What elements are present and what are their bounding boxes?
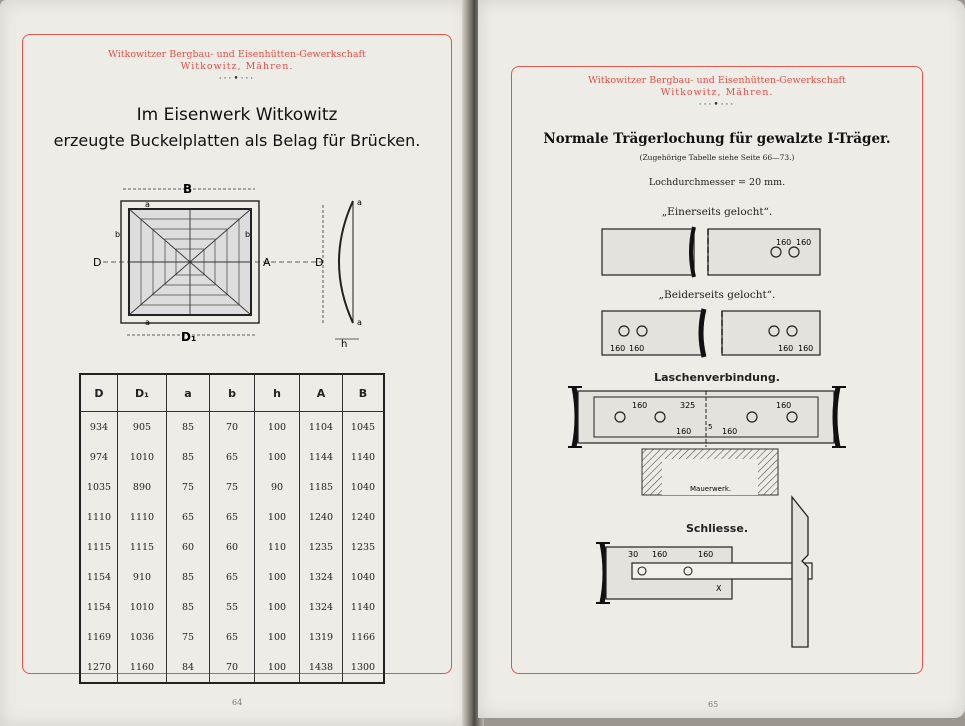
section-single-sided: „Einerseits gelocht“.: [661, 206, 773, 218]
table-cell: 1324: [300, 592, 343, 622]
table-cell: 75: [210, 472, 255, 502]
section-double-sided: „Beiderseits gelocht“.: [658, 289, 776, 301]
table-cell: 65: [210, 442, 255, 472]
table-cell: 1240: [343, 502, 385, 532]
table-cell: 100: [255, 652, 300, 683]
table-cell: 65: [167, 502, 210, 532]
table-cell: 1010: [118, 442, 167, 472]
table-cell: 1035: [80, 472, 118, 502]
table-cell: 70: [210, 412, 255, 443]
table-cell: 1104: [300, 412, 343, 443]
table-cell: 1154: [80, 592, 118, 622]
beam-double-sided: [602, 309, 820, 357]
left-header-location: Witkowitz, Mähren.: [180, 61, 294, 72]
label-a-side-bottom: a: [357, 318, 362, 327]
table-row: [80, 652, 384, 683]
table-header-row: [80, 374, 384, 412]
table-cell: 70: [210, 652, 255, 683]
table-cell: 1115: [80, 532, 118, 562]
label-a-side-top: a: [357, 198, 362, 207]
table-cell: 1144: [300, 442, 343, 472]
table-cell: 1115: [118, 532, 167, 562]
table-cell: 100: [255, 592, 300, 622]
dim-160-8: 160: [776, 401, 792, 410]
table-cell: 65: [210, 622, 255, 652]
col-header-h: h: [255, 374, 300, 412]
right-header-location: Witkowitz, Mähren.: [660, 87, 774, 98]
table-cell: 1040: [343, 472, 385, 502]
table-cell: 1185: [300, 472, 343, 502]
table-cell: 75: [167, 472, 210, 502]
table-cell: 1235: [300, 532, 343, 562]
table-cell: 934: [80, 412, 118, 443]
buckle-plate-diagram: [23, 175, 451, 365]
table-cell: 1036: [118, 622, 167, 652]
table-cell: 1045: [343, 412, 385, 443]
label-D1: D₁: [181, 330, 197, 344]
table-cell: 100: [255, 412, 300, 443]
label-b-left: b: [115, 230, 121, 239]
table-cell: 1240: [300, 502, 343, 532]
col-header-a: a: [167, 374, 210, 412]
table-cell: 55: [210, 592, 255, 622]
table-cell: 1110: [80, 502, 118, 532]
table-row: [80, 562, 384, 592]
table-cell: 65: [210, 502, 255, 532]
label-A: A: [263, 256, 271, 269]
table-cell: 910: [118, 562, 167, 592]
table-cell: 85: [167, 442, 210, 472]
table-cell: 75: [167, 622, 210, 652]
right-page: [478, 0, 965, 718]
table-cell: 1169: [80, 622, 118, 652]
table-cell: 90: [255, 472, 300, 502]
table-cell: 1140: [343, 592, 385, 622]
beam-anchor: [596, 497, 812, 647]
table-row: [80, 412, 384, 443]
table-cell: 1040: [343, 562, 385, 592]
table-cell: 1160: [118, 652, 167, 683]
col-header-b: b: [210, 374, 255, 412]
header-ornament: ···•···: [218, 74, 256, 84]
table-cell: 1324: [300, 562, 343, 592]
table-cell: 1438: [300, 652, 343, 683]
right-title: Normale Trägerlochung für gewalzte I-Träger.: [543, 131, 891, 147]
table-body: [80, 412, 384, 684]
table-cell: 1319: [300, 622, 343, 652]
label-h: h: [341, 339, 348, 350]
table-cell: 85: [167, 592, 210, 622]
col-header-D1: D₁: [118, 374, 167, 412]
table-cell: 84: [167, 652, 210, 683]
label-D-left: D: [93, 256, 102, 269]
left-title-line1: Im Eisenwerk Witkowitz: [136, 105, 338, 125]
dim-160-7: 160: [632, 401, 648, 410]
dim-160-3: 160: [610, 344, 626, 353]
dim-160-12: 160: [698, 550, 714, 559]
beam-splice: [568, 387, 846, 495]
table-cell: 85: [167, 562, 210, 592]
col-header-B: B: [343, 374, 385, 412]
dim-160-10: 160: [722, 427, 738, 436]
dim-160-1: 160: [776, 238, 792, 247]
table-cell: 890: [118, 472, 167, 502]
left-header: [23, 49, 451, 85]
table-cell: 1110: [118, 502, 167, 532]
section-anchor: Schliesse.: [685, 522, 748, 535]
table-cell: 100: [255, 502, 300, 532]
right-subtitle: (Zugehörige Tabelle siehe Seite 66—73.): [639, 153, 795, 162]
table-cell: 85: [167, 412, 210, 443]
table-cell: 905: [118, 412, 167, 443]
table-cell: 110: [255, 532, 300, 562]
masonry-label: Mauerwerk.: [690, 485, 732, 493]
dim-5: 5: [708, 423, 713, 431]
beam-single-sided: [602, 227, 820, 277]
section-splice: Laschenverbindung.: [654, 371, 780, 384]
table-cell: 60: [210, 532, 255, 562]
dim-X: X: [716, 584, 722, 593]
dimensions-table: [79, 373, 385, 684]
table-cell: 60: [167, 532, 210, 562]
dim-160-9: 160: [676, 427, 692, 436]
dim-160-5: 160: [778, 344, 794, 353]
label-a-bottom: a: [145, 318, 150, 327]
table-row: [80, 502, 384, 532]
table-row: [80, 472, 384, 502]
dim-160-6: 160: [798, 344, 814, 353]
header-ornament: ···•···: [698, 100, 736, 110]
table-cell: 65: [210, 562, 255, 592]
dim-160-2: 160: [796, 238, 812, 247]
table-cell: 1140: [343, 442, 385, 472]
table-cell: 100: [255, 622, 300, 652]
col-header-A: A: [300, 374, 343, 412]
table-cell: 1010: [118, 592, 167, 622]
table-row: [80, 442, 384, 472]
col-header-D: D: [80, 374, 118, 412]
table-row: [80, 622, 384, 652]
table-row: [80, 592, 384, 622]
dim-160-4: 160: [629, 344, 645, 353]
table-cell: 1235: [343, 532, 385, 562]
dim-30: 30: [628, 550, 639, 559]
label-D-side: D: [315, 256, 324, 269]
left-page: [0, 0, 468, 726]
left-title-line2: erzeugte Buckelplatten als Belag für Brücken.: [53, 131, 421, 150]
left-header-company: Witkowitzer Bergbau- und Eisenhütten-Gewerkschaft: [108, 49, 366, 60]
hole-diameter: Lochdurchmesser = 20 mm.: [648, 177, 786, 188]
right-page-number: 65: [708, 700, 719, 709]
table-cell: 1166: [343, 622, 385, 652]
left-page-border: [22, 34, 452, 674]
label-B: B: [183, 182, 193, 196]
table-cell: 100: [255, 562, 300, 592]
table-cell: 100: [255, 442, 300, 472]
table-cell: 1154: [80, 562, 118, 592]
table-cell: 1300: [343, 652, 385, 683]
dim-325: 325: [680, 401, 696, 410]
table-row: [80, 532, 384, 562]
right-page-border: [511, 66, 923, 674]
left-page-number: 64: [232, 698, 243, 707]
table-cell: 974: [80, 442, 118, 472]
table-cell: 1270: [80, 652, 118, 683]
label-b-right: b: [245, 230, 251, 239]
dim-160-11: 160: [652, 550, 668, 559]
right-header-company: Witkowitzer Bergbau- und Eisenhütten-Gewerkschaft: [588, 75, 846, 86]
beam-drawings: [512, 67, 922, 667]
label-a-top: a: [145, 200, 150, 209]
